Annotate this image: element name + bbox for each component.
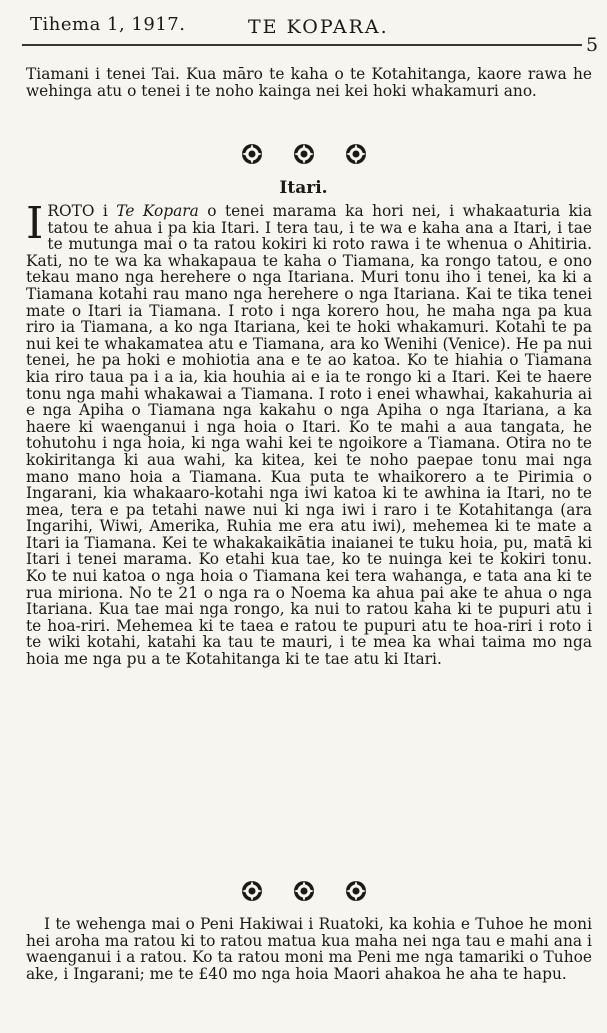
floral-ornament-icon [292,142,316,166]
drop-cap: I [26,198,44,249]
floral-ornament-icon [344,142,368,166]
ornament-divider [0,879,607,905]
publication-reference: Te Kopara [116,202,199,220]
article-text: o tenei marama ka hori nei, i whakaaturia kia tatou te ahua i pa kia Itari. I tera tau, i te wa e kaha ana a Itari, i tae te mutunga mai o ta ratou kokiri ki roto rawa i te whenua o Ahitiria. Kati, no te wa ka whakapaua te kaha o Tiamana, ka rongo tatou, e ono tekau mano nga herehere o nga Itariana. Muri tonu iho i tenei, ka ki a Tiamana kotahi rau mano nga herehere o nga Itariana. Kai te tika tenei mate o Itari ia Tiamana. I roto i nga korero hou, he maha nga pa kua riro ia Tiamana, a ko nga Itariana, kei te hoki whakamuri. Kotahi te pa nui kei te whakamatea atu e Tiamana, ara ko Wenihi (Venice). He pa nui tenei, he pa hoki e mohiotia ana e te ao katoa. Ko te hiahia o Tiamana kia riro taua pa i a ia, kia houhia ai e ia te rongo ki a Itari. Kei te haere tonu nga mahi whakawai a Tiamana. I roto i enei whawhai, kakahuria ai e nga Apiha o Tiamana nga kakahu o nga Apiha o nga Itariana, a ka haere ki waenganui i nga hoia o Itari. Ko te mahi a aua tangata, he tohutohu i nga hoia, ki nga wahi kei te ngoikore a Tiamana. Otira no te kokiritanga ki aua wahi, ka kitea, kei te noho paepae tonu mai nga mano mano hoia a Tiamana. Kua puta te whaikorero a te Pirimia o Ingarani, kia whakaaro-kotahi nga iwi katoa ki te awhina ia Itari, no te mea, tera e pa tetahi nawe nui ki nga iwi i raro i te Kotahitanga (ara Ingarihi, Wiwi, Amerika, Ruhia me era atu iwi), mehemea ki te mate a Itari ia Tiamana. Kei te whakakaikātia inaianei te tuku hoia, pu, matā ki Itari i tenei marama. Ko etahi kua tae, ko te nuinga kei te kokiri tonu. Ko te nui katoa o nga hoia o Tiamana kei tera wahanga, e tata ana ki te rua miriona. No te 21 o nga ra o Noema ka ahua pai ake te ahua o nga Itariana. Kua tae mai nga rongo, ka nui to ratou kaha ki te pupuri atu i te hoa-riri. Mehemea ki te taea e ratou te pupuri atu te hoa-riri i roto i te wiki kotahi, katahi ka tau te mauri, i te mea ka whai taima mo nga hoia me nga pu a te Kotahitanga ki te tae atu ki Itari. [26,202,592,669]
floral-ornament-icon [240,879,264,903]
page-number: 5 [586,34,599,56]
ornament-divider [0,142,607,168]
article-title: Itari. [279,178,328,198]
closing-paragraph: I te wehenga mai o Peni Hakiwai i Ruatoki, ka kohia e Tuhoe he moni hei aroha ma ratou ki to ratou matua kua maha nei nga tau e mahi ana i waenganui i a ratou. Ko ta ratou moni ma Peni me nga tamariki o Tuhoe ake, i Ingarani; me te £40 mo nga hoia Maori ahakoa he aha te hapu. [26,915,592,983]
floral-ornament-icon [344,879,368,903]
publication-title: TE KOPARA. [248,16,389,38]
intro-paragraph: Tiamani i tenei Tai. Kua māro te kaha o te Kotahitanga, kaore rawa he wehinga atu o tenei i te noho kainga nei kei hoki whakamuri ano. [26,65,592,100]
article-body [26,198,592,669]
issue-date: Tihema 1, 1917. [30,14,186,35]
floral-ornament-icon [292,879,316,903]
header-rule [22,44,582,46]
floral-ornament-icon [240,142,264,166]
article-lead: ROTO i [47,202,117,220]
page-header [0,0,607,56]
